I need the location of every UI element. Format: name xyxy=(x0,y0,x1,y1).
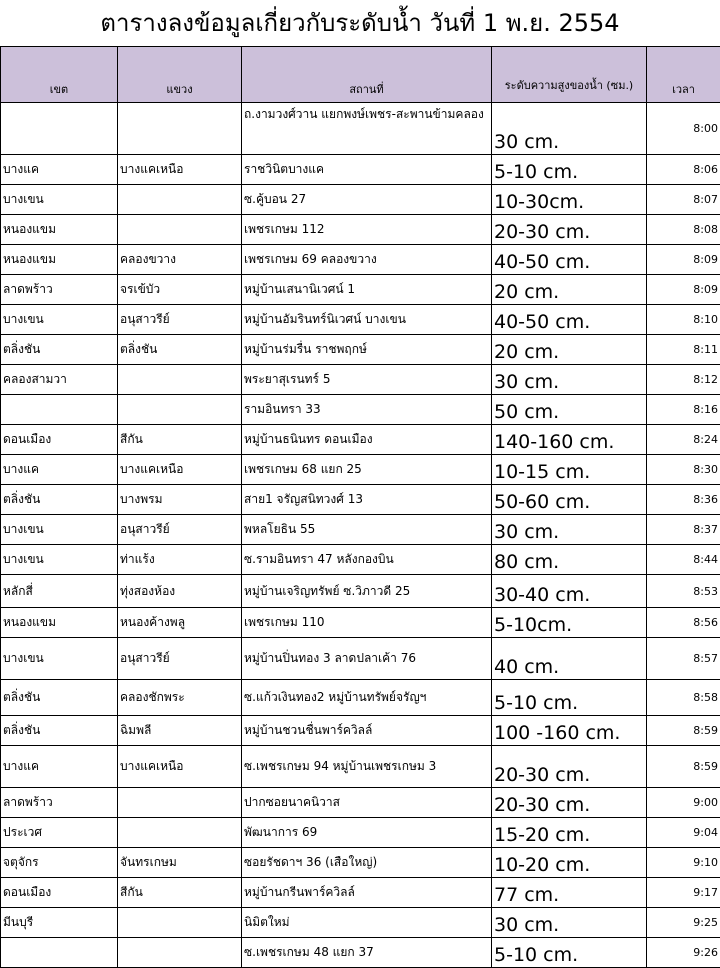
water-level-cell: 140-160 cm. xyxy=(492,425,647,455)
table-row xyxy=(1,215,720,245)
subdistrict-cell xyxy=(118,103,242,155)
water-level-cell: 30 cm. xyxy=(492,908,647,938)
table-row xyxy=(1,275,720,305)
subdistrict-cell: จรเข้บัว xyxy=(118,275,242,305)
table-row xyxy=(1,680,720,716)
water-level-cell: 5-10 cm. xyxy=(492,938,647,968)
district-cell: หนองแขม xyxy=(1,608,118,638)
water-level-cell: 20-30 cm. xyxy=(492,215,647,245)
water-level-cell: 20 cm. xyxy=(492,335,647,365)
location-cell: พระยาสุเรนทร์ 5 xyxy=(242,365,492,395)
table-row xyxy=(1,335,720,365)
district-cell: ดอนเมือง xyxy=(1,425,118,455)
time-cell: 8:44 xyxy=(647,545,720,575)
district-cell: ตลิ่งชัน xyxy=(1,680,118,716)
district-cell: หนองแขม xyxy=(1,245,118,275)
table-row xyxy=(1,545,720,575)
water-level-cell: 30 cm. xyxy=(492,103,647,155)
location-cell: ราชวินิตบางแค xyxy=(242,155,492,185)
district-cell: ดอนเมือง xyxy=(1,878,118,908)
water-level-cell: 40-50 cm. xyxy=(492,305,647,335)
location-cell: พัฒนาการ 69 xyxy=(242,818,492,848)
subdistrict-cell xyxy=(118,185,242,215)
time-cell: 8:10 xyxy=(647,305,720,335)
location-cell: หมู่บ้านอัมรินทร์นิเวศน์ บางเขน xyxy=(242,305,492,335)
time-cell: 9:17 xyxy=(647,878,720,908)
table-row xyxy=(1,908,720,938)
water-level-table xyxy=(0,46,720,968)
time-cell: 8:37 xyxy=(647,515,720,545)
time-cell: 8:11 xyxy=(647,335,720,365)
time-cell: 8:07 xyxy=(647,185,720,215)
time-cell: 8:30 xyxy=(647,455,720,485)
subdistrict-cell: อนุสาวรีย์ xyxy=(118,515,242,545)
water-level-cell: 10-20 cm. xyxy=(492,848,647,878)
water-level-cell: 77 cm. xyxy=(492,878,647,908)
location-cell: เพชรเกษม 110 xyxy=(242,608,492,638)
district-cell: บางเขน xyxy=(1,185,118,215)
location-cell: ปากซอยนาคนิวาส xyxy=(242,788,492,818)
header-district: เขต xyxy=(1,47,118,103)
water-level-cell: 20-30 cm. xyxy=(492,746,647,788)
table-row xyxy=(1,455,720,485)
time-cell: 8:59 xyxy=(647,746,720,788)
location-cell: หมู่บ้านธนินทร ดอนเมือง xyxy=(242,425,492,455)
table-row xyxy=(1,245,720,275)
district-cell: จตุจักร xyxy=(1,848,118,878)
location-cell: สาย1 จรัญสนิทวงศ์ 13 xyxy=(242,485,492,515)
subdistrict-cell: บางแคเหนือ xyxy=(118,455,242,485)
location-cell: นิมิตใหม่ xyxy=(242,908,492,938)
subdistrict-cell: บางแคเหนือ xyxy=(118,746,242,788)
subdistrict-cell xyxy=(118,365,242,395)
location-cell: ซ.เพชรเกษม 48 แยก 37 xyxy=(242,938,492,968)
water-level-cell: 15-20 cm. xyxy=(492,818,647,848)
subdistrict-cell: ฉิมพลี xyxy=(118,716,242,746)
time-cell: 9:25 xyxy=(647,908,720,938)
district-cell: หนองแขม xyxy=(1,215,118,245)
location-cell: รามอินทรา 33 xyxy=(242,395,492,425)
water-level-cell: 5-10 cm. xyxy=(492,155,647,185)
water-level-cell: 20-30 cm. xyxy=(492,788,647,818)
water-level-cell: 80 cm. xyxy=(492,545,647,575)
subdistrict-cell: ท่าแร้ง xyxy=(118,545,242,575)
subdistrict-cell: คลองชักพระ xyxy=(118,680,242,716)
district-cell: บางเขน xyxy=(1,305,118,335)
table-row xyxy=(1,395,720,425)
time-cell: 9:04 xyxy=(647,818,720,848)
district-cell: ตลิ่งชัน xyxy=(1,716,118,746)
district-cell: ตลิ่งชัน xyxy=(1,335,118,365)
district-cell xyxy=(1,395,118,425)
subdistrict-cell: ทุ่งสองห้อง xyxy=(118,575,242,608)
water-level-cell: 30 cm. xyxy=(492,515,647,545)
district-cell xyxy=(1,103,118,155)
table-row xyxy=(1,608,720,638)
table-row xyxy=(1,305,720,335)
district-cell xyxy=(1,938,118,968)
header-location: สถานที่ xyxy=(242,47,492,103)
subdistrict-cell: อนุสาวรีย์ xyxy=(118,638,242,680)
district-cell: บางเขน xyxy=(1,515,118,545)
time-cell: 8:12 xyxy=(647,365,720,395)
subdistrict-cell: สีกัน xyxy=(118,425,242,455)
time-cell: 8:56 xyxy=(647,608,720,638)
table-row xyxy=(1,848,720,878)
table-row xyxy=(1,938,720,968)
district-cell: บางแค xyxy=(1,455,118,485)
time-cell: 8:00 xyxy=(647,103,720,155)
table-row xyxy=(1,185,720,215)
time-cell: 8:16 xyxy=(647,395,720,425)
subdistrict-cell: หนองค้างพลู xyxy=(118,608,242,638)
time-cell: 8:24 xyxy=(647,425,720,455)
table-row xyxy=(1,716,720,746)
subdistrict-cell xyxy=(118,818,242,848)
subdistrict-cell: ตลิ่งชัน xyxy=(118,335,242,365)
table-row xyxy=(1,103,720,155)
water-level-cell: 50-60 cm. xyxy=(492,485,647,515)
time-cell: 8:08 xyxy=(647,215,720,245)
location-cell: เพชรเกษม 69 คลองขวาง xyxy=(242,245,492,275)
district-cell: คลองสามวา xyxy=(1,365,118,395)
water-level-cell: 5-10cm. xyxy=(492,608,647,638)
district-cell: ลาดพร้าว xyxy=(1,275,118,305)
subdistrict-cell: บางแคเหนือ xyxy=(118,155,242,185)
time-cell: 9:26 xyxy=(647,938,720,968)
header-subdistrict: แขวง xyxy=(118,47,242,103)
location-cell: ถ.งามวงศ์วาน แยกพงษ์เพชร-สะพานข้ามคลอง xyxy=(242,103,492,155)
subdistrict-cell: คลองขวาง xyxy=(118,245,242,275)
location-cell: หมู่บ้านปิ่นทอง 3 ลาดปลาเค้า 76 xyxy=(242,638,492,680)
location-cell: หมู่บ้านเจริญทรัพย์ ซ.วิภาวดี 25 xyxy=(242,575,492,608)
water-level-cell: 10-15 cm. xyxy=(492,455,647,485)
table-row xyxy=(1,425,720,455)
water-level-cell: 40-50 cm. xyxy=(492,245,647,275)
location-cell: เพชรเกษม 68 แยก 25 xyxy=(242,455,492,485)
location-cell: เพชรเกษม 112 xyxy=(242,215,492,245)
header-row xyxy=(1,47,720,103)
district-cell: บางเขน xyxy=(1,638,118,680)
location-cell: ซ.รามอินทรา 47 หลังกองบิน xyxy=(242,545,492,575)
page-title: ตารางลงข้อมูลเกี่ยวกับระดับน้ำ วันที่ 1 พ.ย. 2554 xyxy=(0,0,720,46)
district-cell: ประเวศ xyxy=(1,818,118,848)
time-cell: 8:59 xyxy=(647,716,720,746)
time-cell: 9:10 xyxy=(647,848,720,878)
location-cell: หมู่บ้านเสนานิเวศน์ 1 xyxy=(242,275,492,305)
location-cell: พหลโยธิน 55 xyxy=(242,515,492,545)
water-level-cell: 50 cm. xyxy=(492,395,647,425)
subdistrict-cell xyxy=(118,395,242,425)
water-level-cell: 5-10 cm. xyxy=(492,680,647,716)
district-cell: ตลิ่งชัน xyxy=(1,485,118,515)
time-cell: 8:58 xyxy=(647,680,720,716)
location-cell: ซอยรัชดาฯ 36 (เสือใหญ่) xyxy=(242,848,492,878)
table-row xyxy=(1,788,720,818)
location-cell: ซ.คู้บอน 27 xyxy=(242,185,492,215)
water-level-cell: 40 cm. xyxy=(492,638,647,680)
location-cell: หมู่บ้านร่มรื่น ราชพฤกษ์ xyxy=(242,335,492,365)
district-cell: บางแค xyxy=(1,155,118,185)
subdistrict-cell: สีกัน xyxy=(118,878,242,908)
table-row xyxy=(1,575,720,608)
table-row xyxy=(1,878,720,908)
table-row xyxy=(1,818,720,848)
header-water-level: ระดับความสูงของน้ำ (ซม.) xyxy=(492,47,647,103)
header-time: เวลา xyxy=(647,47,720,103)
subdistrict-cell xyxy=(118,908,242,938)
district-cell: ลาดพร้าว xyxy=(1,788,118,818)
time-cell: 8:06 xyxy=(647,155,720,185)
table-body xyxy=(1,103,720,968)
subdistrict-cell xyxy=(118,938,242,968)
water-level-cell: 100 -160 cm. xyxy=(492,716,647,746)
district-cell: หลักสี่ xyxy=(1,575,118,608)
subdistrict-cell xyxy=(118,788,242,818)
time-cell: 8:09 xyxy=(647,275,720,305)
table-row xyxy=(1,515,720,545)
water-level-cell: 30 cm. xyxy=(492,365,647,395)
subdistrict-cell: จันทรเกษม xyxy=(118,848,242,878)
table-row xyxy=(1,638,720,680)
table-row xyxy=(1,155,720,185)
water-level-cell: 20 cm. xyxy=(492,275,647,305)
water-level-cell: 30-40 cm. xyxy=(492,575,647,608)
location-cell: ซ.แก้วเงินทอง2 หมู่บ้านทรัพย์จรัญฯ xyxy=(242,680,492,716)
table-row xyxy=(1,365,720,395)
subdistrict-cell: อนุสาวรีย์ xyxy=(118,305,242,335)
time-cell: 9:00 xyxy=(647,788,720,818)
time-cell: 8:53 xyxy=(647,575,720,608)
district-cell: บางเขน xyxy=(1,545,118,575)
district-cell: บางแค xyxy=(1,746,118,788)
subdistrict-cell: บางพรม xyxy=(118,485,242,515)
location-cell: หมู่บ้านชวนชื่นพาร์ควิลล์ xyxy=(242,716,492,746)
district-cell: มีนบุรี xyxy=(1,908,118,938)
location-cell: หมู่บ้านกรีนพาร์ควิลล์ xyxy=(242,878,492,908)
table-row xyxy=(1,485,720,515)
time-cell: 8:57 xyxy=(647,638,720,680)
time-cell: 8:36 xyxy=(647,485,720,515)
subdistrict-cell xyxy=(118,215,242,245)
location-cell: ซ.เพชรเกษม 94 หมู่บ้านเพชรเกษม 3 xyxy=(242,746,492,788)
time-cell: 8:09 xyxy=(647,245,720,275)
water-level-cell: 10-30cm. xyxy=(492,185,647,215)
table-row xyxy=(1,746,720,788)
